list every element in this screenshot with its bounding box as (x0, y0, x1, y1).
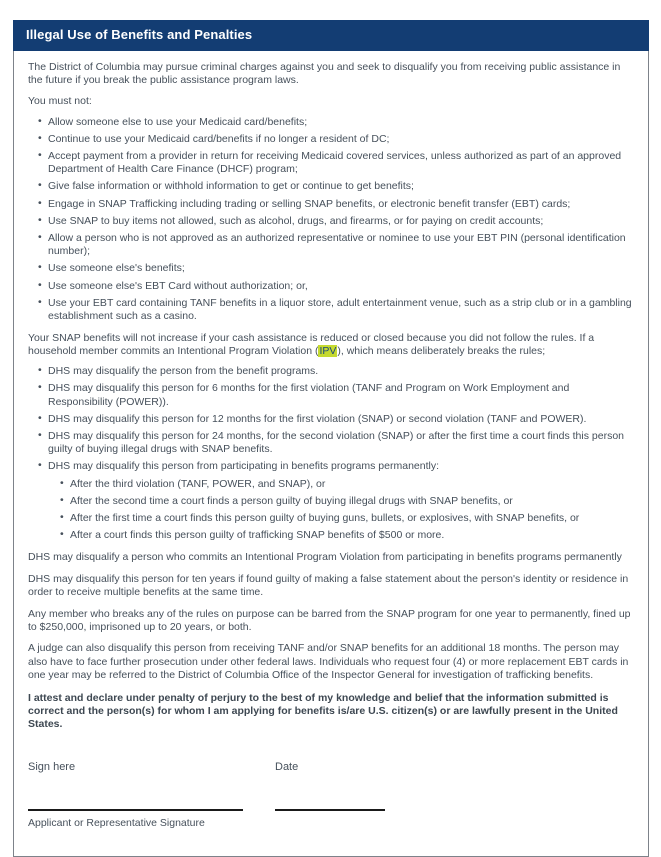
closing-paragraph: Any member who breaks any of the rules on purpose can be barred from the SNAP program for one year to permanently, fined up to $250,000, imprisoned up to 20 years, or both. (28, 607, 631, 633)
section-title: Illegal Use of Benefits and Penalties (26, 27, 253, 42)
list-item: • Allow someone else to use your Medicaid card/benefits; (28, 116, 634, 129)
signature-caption: Applicant or Representative Signature (28, 816, 205, 829)
closing-paragraph: A judge can also disqualify this person from receiving TANF and/or SNAP benefits for an additional 18 months. The person may also have to face further prosecution under other federal laws. Individuals who request four (4) or more replacement EBT cards in one year may be referred to the District of Columbia Office of the Inspector General for investigation of trafficking benefits. (28, 642, 629, 681)
list-item: • Continue to use your Medicaid card/benefits if no longer a resident of DC; (28, 133, 634, 146)
list-item: • DHS may disqualify this person for 12 months for the first violation (SNAP) or second violation (TANF and POWER). (28, 413, 634, 426)
list-item: • Use someone else's benefits; (28, 262, 634, 275)
ipv-text-after: ), which means deliberately breaks the rules; (337, 344, 546, 357)
benefits-penalties-page (13, 20, 649, 857)
ipv-highlight: IPV (319, 344, 337, 357)
closing-paragraph: DHS may disqualify a person who commits an Intentional Program Violation from participating in benefits programs permanently (28, 550, 622, 563)
list-item: • DHS may disqualify this person from participating in benefits programs permanently: (28, 460, 634, 473)
signature-block (28, 761, 634, 830)
list-item: • After the third violation (TANF, POWER, and SNAP), or (28, 478, 634, 491)
list-item: • After the second time a court finds a person guilty of buying illegal drugs with SNAP benefits, or (28, 495, 634, 508)
list-item: • Accept payment from a provider in return for receiving Medicaid covered services, unless authorized as part of an approved Department of Health Care Finance (DHCF) program; (28, 150, 634, 176)
list-item: • DHS may disqualify this person for 6 months for the first violation (TANF and Program on Work Employment and Responsibility (POWER)). (28, 382, 634, 408)
list-item: • DHS may disqualify this person for 24 months, for the second violation (SNAP) or after the first time a court finds this person guilty of buying illegal drugs with SNAP benefits. (28, 430, 634, 456)
section-body (13, 51, 649, 857)
ipv-paragraph (28, 332, 634, 358)
signature-column (28, 761, 275, 830)
list-item: • Use SNAP to buy items not allowed, such as alcohol, drugs, and firearms, or for paying on credit accounts; (28, 215, 634, 228)
list-item: • Engage in SNAP Trafficking including trading or selling SNAP benefits, or electronic benefit transfer (EBT) cards; (28, 198, 634, 211)
closing-paragraph: DHS may disqualify this person for ten years if found guilty of making a false statement about the person's identity or residence in order to receive multiple benefits at the same time. (28, 572, 629, 598)
list-item: • Use someone else's EBT Card without authorization; or, (28, 280, 634, 293)
permanent-disqualify-sublist (28, 478, 634, 543)
closing-paragraphs (28, 551, 634, 682)
sign-here-label: Sign here (28, 760, 76, 773)
date-label: Date (275, 760, 299, 773)
list-item: • After the first time a court finds this person guilty of buying guns, bullets, or explosives, with SNAP benefits, or (28, 512, 634, 525)
list-item: • Allow a person who is not approved as an authorized representative or nominee to use your EBT PIN (personal identification number); (28, 232, 634, 258)
you-must-not-label: You must not: (28, 95, 92, 108)
must-not-list (28, 116, 634, 324)
list-item: • Use your EBT card containing TANF benefits in a liquor store, adult entertainment venue, such as a strip club or in a gambling establishment such as a casino. (28, 297, 634, 323)
section-header (13, 20, 649, 51)
list-item: • DHS may disqualify the person from the benefit programs. (28, 365, 634, 378)
list-item: • Give false information or withhold information to get or continue to get benefits; (28, 180, 634, 193)
ipv-text-before: Your SNAP benefits will not increase if your cash assistance is reduced or closed because you did not follow the rules. If a household member commits an Intentional Program Violation ( (28, 331, 595, 357)
dhs-disqualify-list (28, 365, 634, 473)
intro-paragraph: The District of Columbia may pursue criminal charges against you and seek to disqualify you from receiving public assistance in the future if you break the public assistance program laws. (28, 60, 621, 86)
list-item: • After a court finds this person guilty of trafficking SNAP benefits of $500 or more. (28, 529, 634, 542)
attestation-paragraph: I attest and declare under penalty of perjury to the best of my knowledge and belief that the information submitted is correct and the person(s) for whom I am applying for benefits is/are U.S. citizen(s) or are lawfully present in the United States. (28, 692, 618, 731)
date-column (275, 761, 634, 830)
